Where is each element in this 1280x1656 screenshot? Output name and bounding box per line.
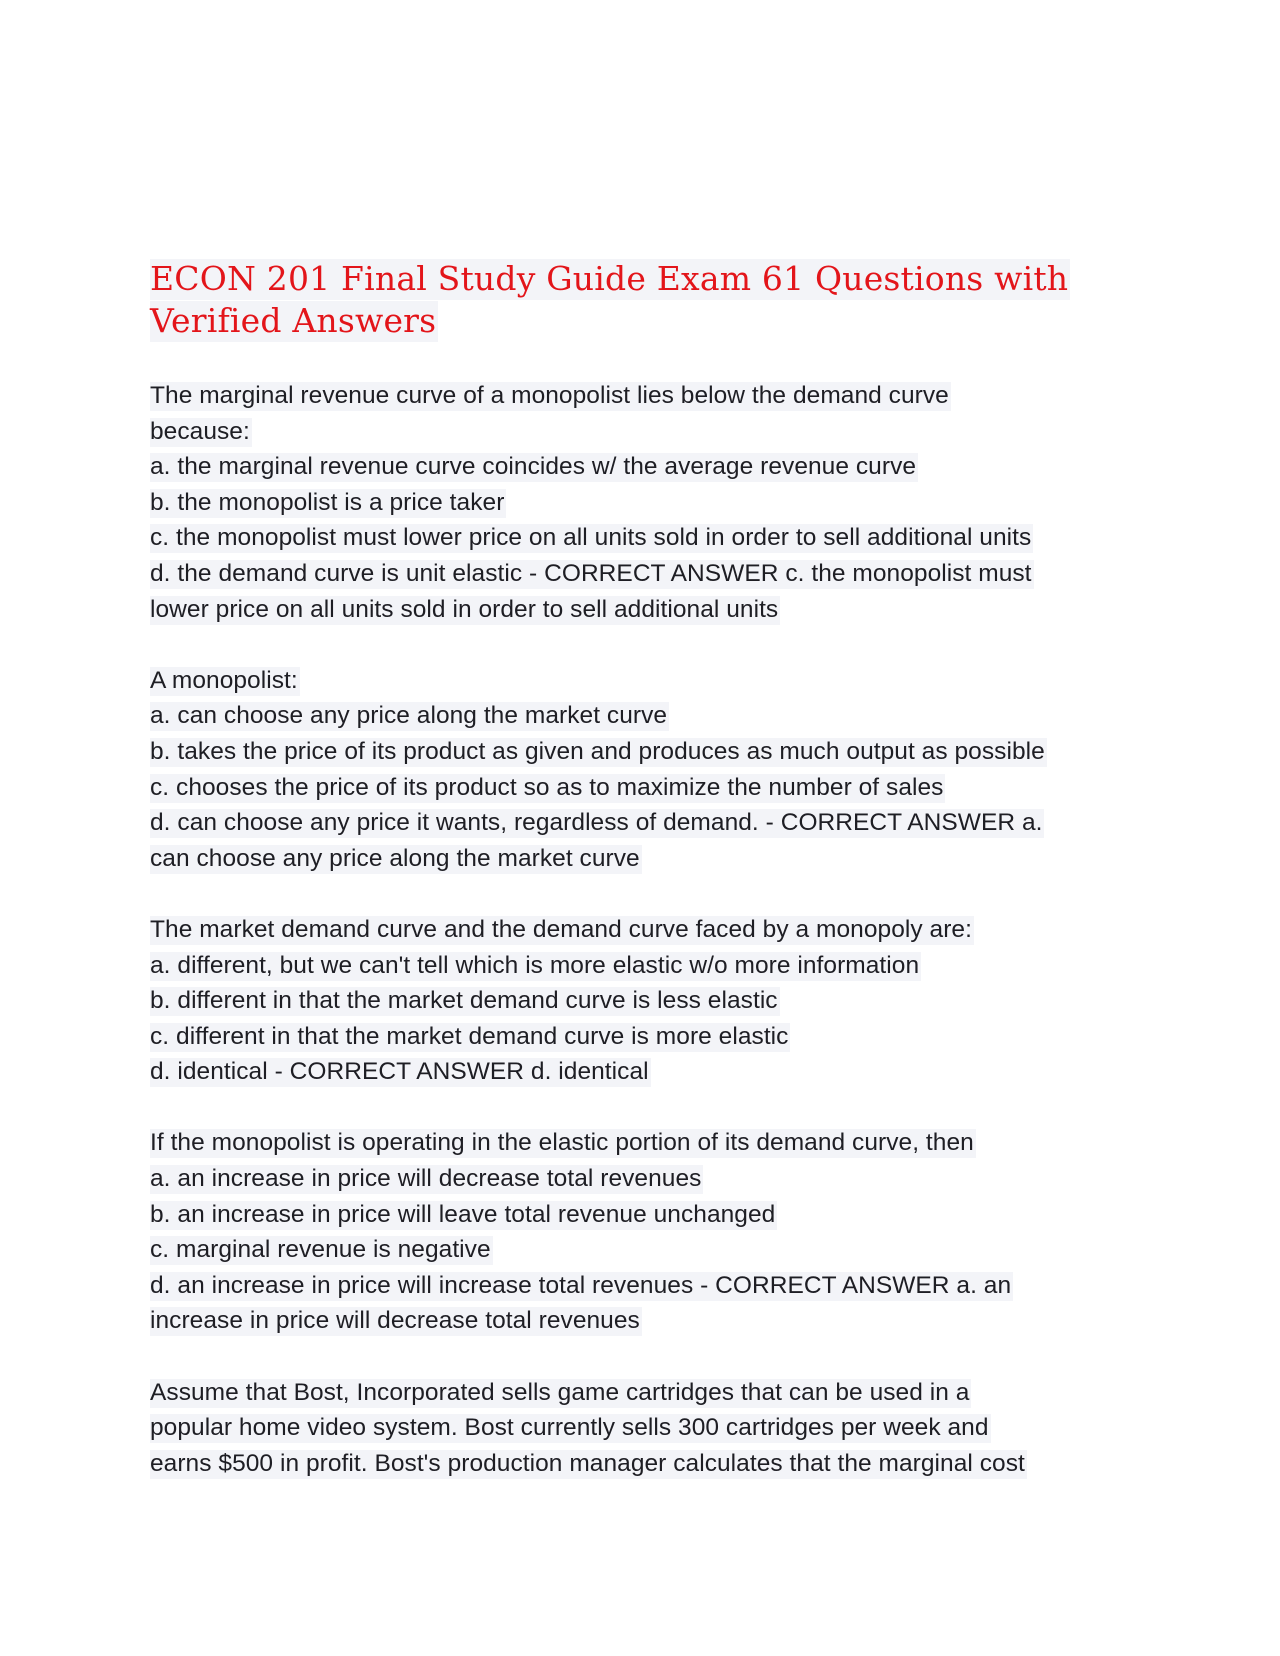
question-text: Assume that Bost, Incorporated sells game cartridges that can be used in a	[150, 1378, 970, 1406]
document-body	[150, 258, 1150, 1517]
question-text: The market demand curve and the demand curve faced by a monopoly are:	[150, 915, 972, 943]
answer-option: c. chooses the price of its product so as to maximize the number of sales	[150, 773, 944, 801]
document-title	[150, 258, 1150, 342]
question-block-3	[150, 912, 1150, 1090]
title-line: Verified Answers	[150, 301, 437, 340]
question-text: If the monopolist is operating in the elastic portion of its demand curve, then	[150, 1129, 974, 1157]
answer-option: b. an increase in price will leave total revenue unchanged	[150, 1200, 776, 1228]
question-text: The marginal revenue curve of a monopolist lies below the demand curve	[150, 382, 949, 409]
answer-option: b. takes the price of its product as given and produces as much output as possible	[150, 737, 1045, 765]
answer-option-with-correct-answer: d. the demand curve is unit elastic - CORRECT ANSWER c. the monopolist must	[150, 559, 1032, 587]
answer-option: b. different in that the market demand curve is less elastic	[150, 987, 778, 1015]
question-text: earns $500 in profit. Bost's production manager calculates that the marginal cost	[150, 1449, 1025, 1477]
question-block-4	[150, 1125, 1150, 1339]
answer-option-with-correct-answer: d. identical - CORRECT ANSWER d. identical	[150, 1058, 649, 1086]
question-text: A monopolist:	[150, 666, 298, 694]
answer-option: c. marginal revenue is negative	[150, 1236, 491, 1264]
answer-option-with-correct-answer: d. an increase in price will increase total revenues - CORRECT ANSWER a. an	[150, 1271, 1012, 1299]
answer-option: a. can choose any price along the market curve	[150, 702, 668, 730]
answer-option: c. different in that the market demand curve is more elastic	[150, 1022, 789, 1050]
answer-option: c. the monopolist must lower price on all units sold in order to sell additional units	[150, 524, 1032, 552]
correct-answer-text: increase in price will decrease total revenues	[150, 1307, 640, 1335]
question-text: because:	[150, 417, 250, 445]
question-block-5	[150, 1375, 1150, 1482]
answer-option: a. different, but we can't tell which is more elastic w/o more information	[150, 951, 920, 979]
title-line: ECON 201 Final Study Guide Exam 61 Questions with	[150, 259, 1069, 298]
correct-answer-text: lower price on all units sold in order to sell additional units	[150, 595, 779, 623]
answer-option: a. an increase in price will decrease total revenues	[150, 1165, 702, 1193]
question-text: popular home video system. Bost currently sells 300 cartridges per week and	[150, 1414, 989, 1442]
answer-option: b. the monopolist is a price taker	[150, 488, 505, 516]
answer-option-with-correct-answer: d. can choose any price it wants, regardless of demand. - CORRECT ANSWER a.	[150, 809, 1043, 837]
correct-answer-text: can choose any price along the market curve	[150, 844, 640, 872]
question-block-1	[150, 378, 1150, 627]
question-block-2	[150, 663, 1150, 877]
answer-option: a. the marginal revenue curve coincides w/ the average revenue curve	[150, 453, 917, 481]
